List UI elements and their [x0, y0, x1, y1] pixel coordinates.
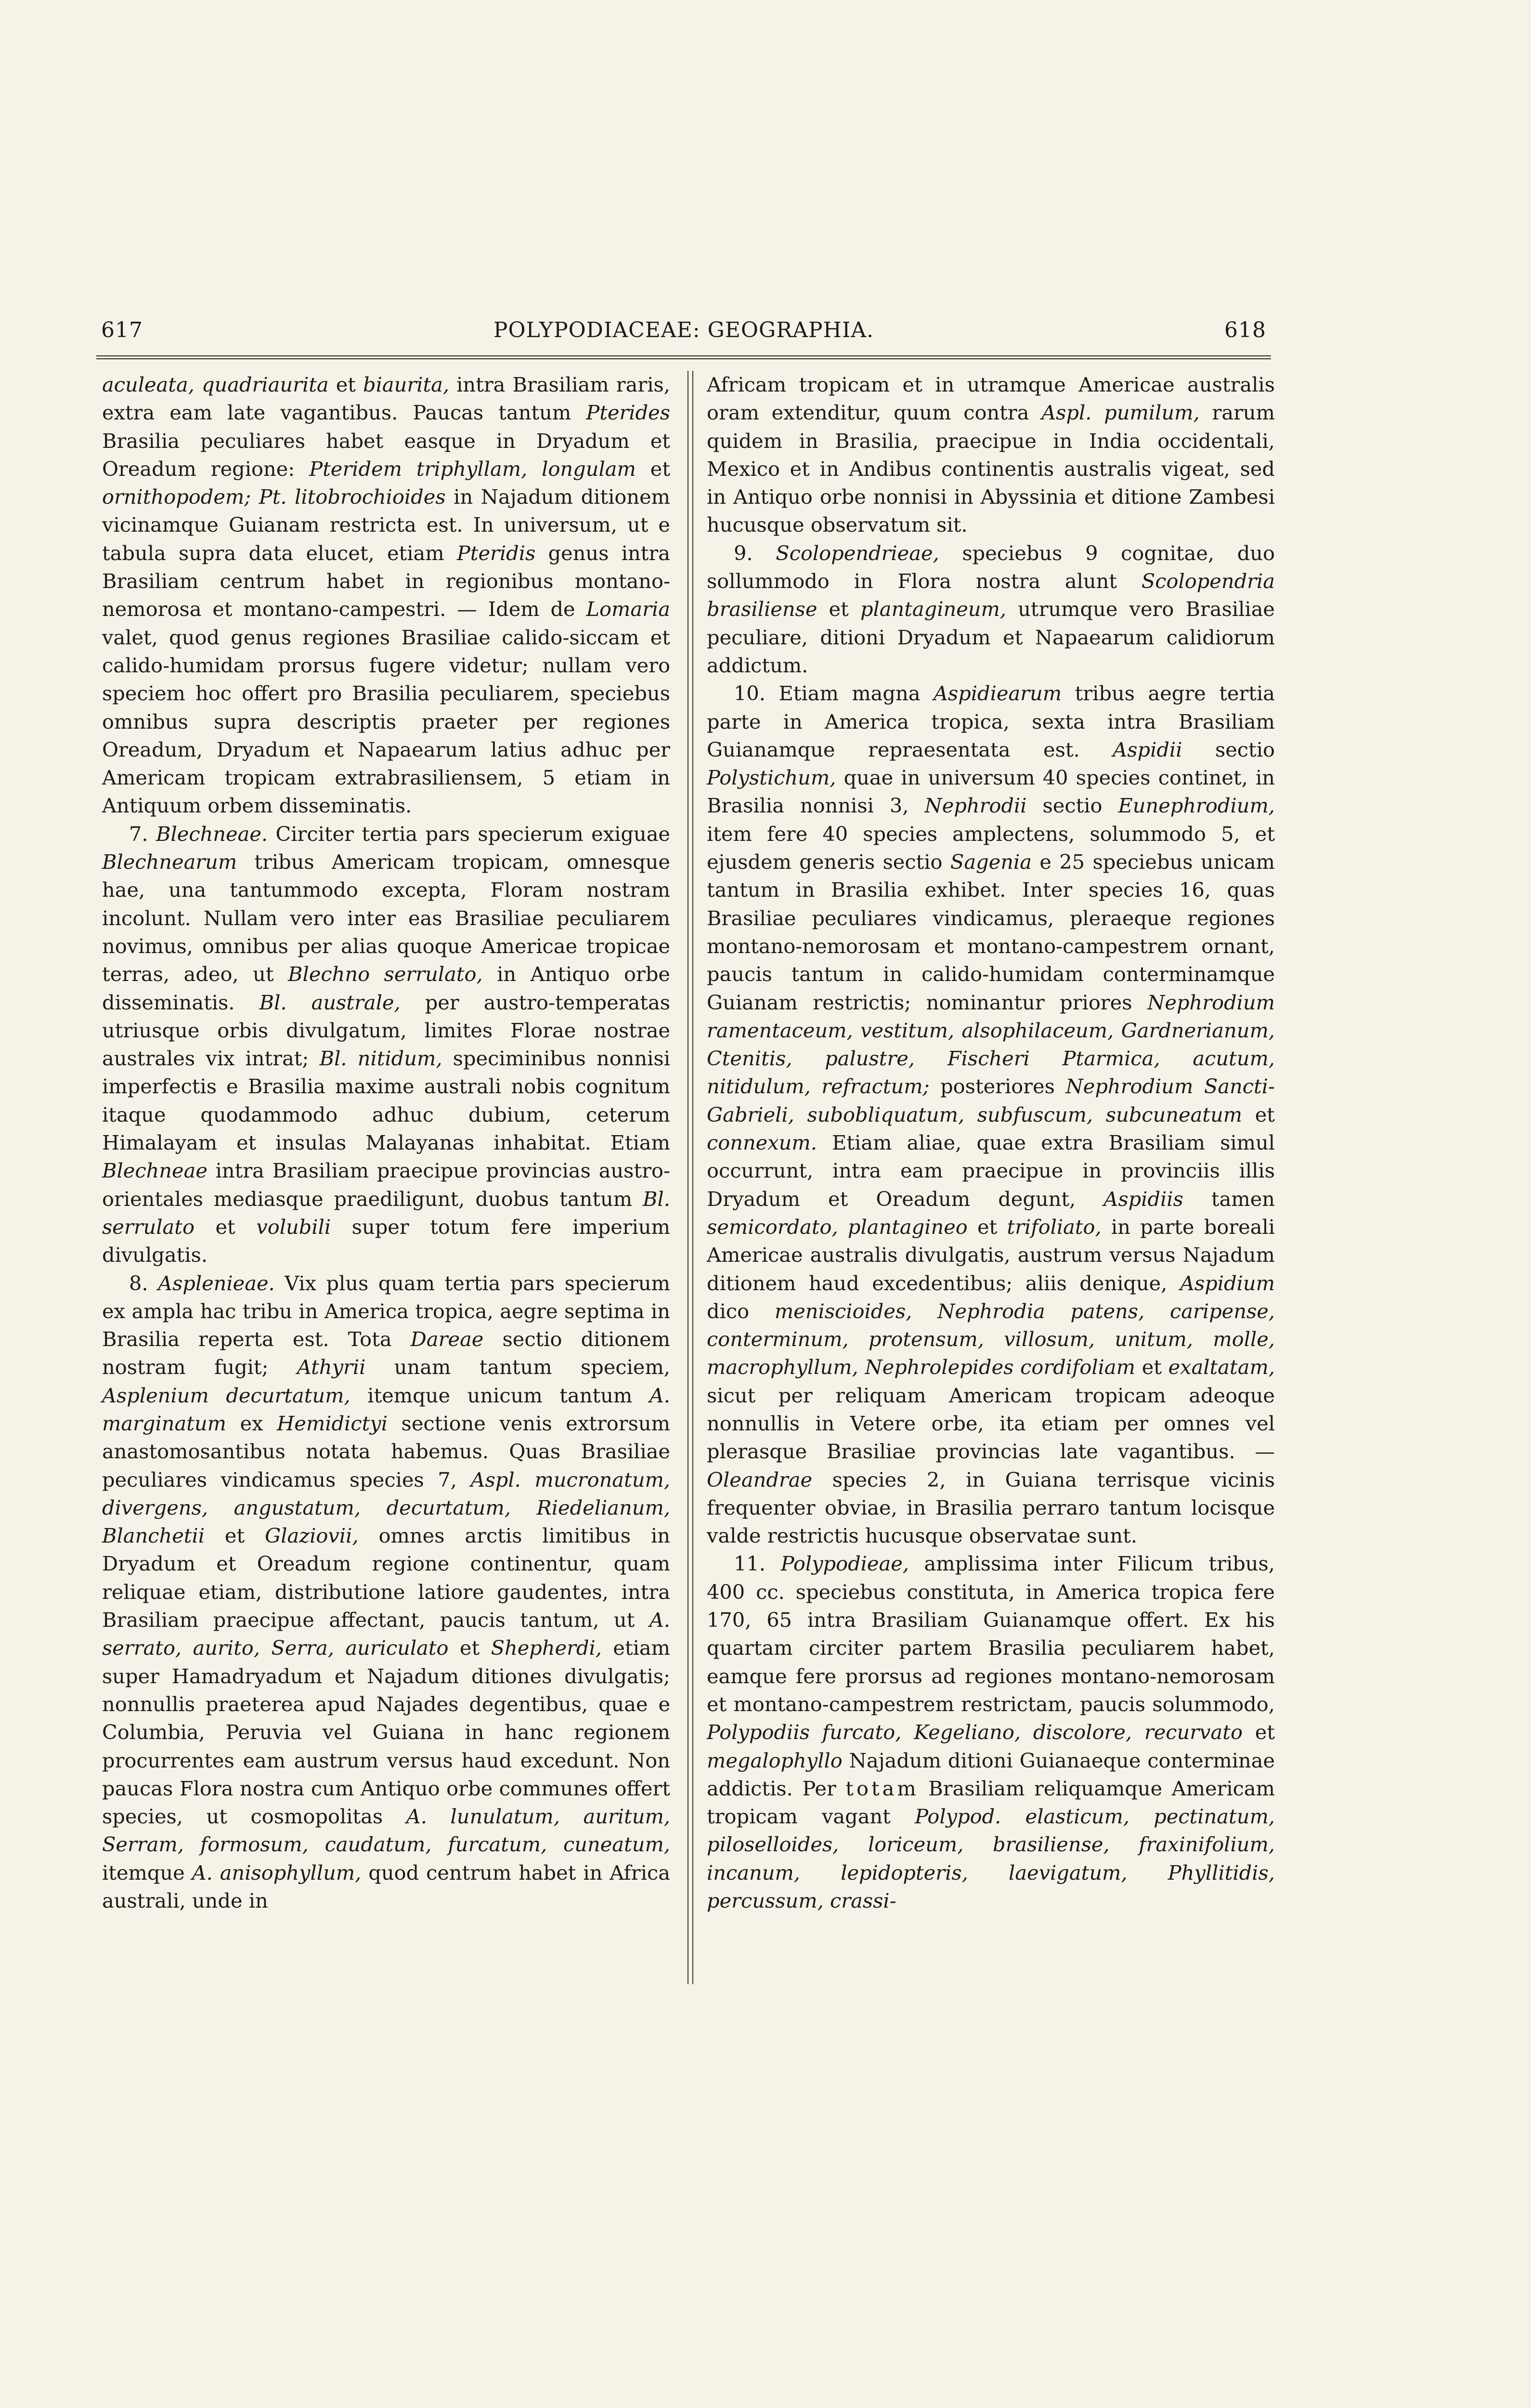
italic-run: Sagenia: [950, 850, 1032, 874]
text-run: et: [328, 373, 363, 396]
text-run: 7.: [129, 822, 156, 846]
text-run: et: [448, 1636, 491, 1660]
text-run: et: [636, 457, 671, 481]
text-run: sectione venis extrorsum anastomosantibus notata habemus. Quas Brasiliae peculiares vindicamus species 7,: [102, 1411, 670, 1492]
column-right: [707, 371, 1275, 1915]
text-run: in Najadum ditionem vicinamque Guianam restricta est. In universum, ut e tabula supra data elucet, etiam: [102, 485, 670, 565]
italic-run: plantagineum,: [860, 597, 1007, 621]
italic-run: Scolopendrieae,: [776, 541, 939, 565]
italic-run: biaurita,: [363, 373, 450, 396]
text-run: species 2, in Guiana terrisque vicinis frequenter obviae, in Brasilia perraro tantum locisque valde restrictis hucusque observatae sunt.: [707, 1467, 1275, 1548]
italic-run: A. marginatum: [102, 1383, 670, 1435]
text-run: et: [194, 1215, 257, 1239]
italic-run: Aspidiis: [1103, 1187, 1183, 1211]
italic-run: Aspidium: [1180, 1271, 1275, 1295]
text-run: Najadum ditioni Guianaeque conterminae addictis. Per: [707, 1748, 1275, 1800]
running-header: [101, 318, 1266, 352]
text-run: in parte boreali Americae australis divulgatis, austrum versus Najadum ditionem haud excedentibus; aliis denique,: [707, 1215, 1275, 1295]
text-run: sectio: [1026, 794, 1118, 818]
italic-run: Blechnearum: [102, 850, 237, 874]
italic-run: Shepherdi,: [491, 1636, 602, 1660]
italic-run: Polypod. elasticum, pectinatum, piloselloides, loriceum, brasiliense, fraxinifolium, incanum, lepidopteris, laevigatum, Phyllitidis, percussum, crassi-: [707, 1805, 1275, 1913]
italic-run: Bl. nitidum,: [319, 1047, 442, 1071]
italic-run: Asplenium decurtatum,: [102, 1383, 350, 1407]
paragraph: [707, 371, 1275, 539]
text-run: speciminibus nonnisi imperfectis e Brasilia maxime australi nobis cognitum itaque quodammodo adhuc dubium, ceterum Himalayam et insulas Malayanas inhabitat. Etiam: [102, 1047, 670, 1155]
italic-run: A. serrato, aurito, Serra, auriculato: [102, 1608, 670, 1660]
text-run: 11.: [734, 1552, 781, 1576]
text-run: totam: [845, 1776, 919, 1800]
italic-run: Polypodieae,: [780, 1552, 909, 1576]
text-run: posteriores: [929, 1074, 1066, 1099]
italic-run: Hemidictyi: [277, 1411, 388, 1435]
text-run: sectio: [1182, 737, 1275, 761]
italic-run: semicordato, plantagineo: [707, 1215, 968, 1239]
italic-run: meniscioides, Nephrodia patens, caripense, conterminum, protensum, villosum, unitum, molle, macrophyllum, Nephrolepides cordifoliam: [707, 1299, 1275, 1379]
italic-run: exaltatam,: [1168, 1355, 1275, 1379]
italic-run: A. anisophyllum,: [192, 1860, 362, 1885]
text-run: et: [817, 597, 860, 621]
text-run: et: [1135, 1355, 1168, 1379]
column-divider: [688, 371, 693, 1984]
text-run: et: [205, 1524, 265, 1548]
italic-run: Glaziovii,: [265, 1524, 359, 1548]
italic-run: Dareae: [410, 1327, 484, 1351]
paragraph-scolopendrieae: [707, 539, 1275, 680]
italic-run: connexum.: [707, 1131, 817, 1155]
text-run: speciebus 9 cognitae, duo sollummodo in Flora nostra alunt: [707, 541, 1275, 593]
text-run: super totum fere imperium divulgatis.: [102, 1215, 671, 1267]
text-run: valet, quod genus regiones Brasiliae calido-siccam et calido-humidam prorsus fugere videtur; nullam vero speciem hoc offert pro Brasilia peculiarem, speciebus omnibus supra descriptis praeter per regiones Oreadum, Dryadum et Napaearum latius adhuc per Americam tropicam extrabrasiliensem, 5 etiam in Antiquum orbem disseminatis.: [102, 625, 670, 818]
text-run: quod centrum habet in Africa australi, unde in: [102, 1860, 670, 1913]
italic-run: Lomaria: [586, 597, 670, 621]
text-run: et: [1242, 1102, 1275, 1126]
running-title: POLYPODIACEAE: GEOGRAPHIA.: [493, 318, 874, 342]
paragraph-polypodieae: [707, 1550, 1275, 1915]
text-run: omnes arctis limitibus in Dryadum et Oreadum regione continentur, quam reliquae etiam, distributione latiore gaudentes, intra Brasiliam praecipue affectant, paucis tantum, ut: [102, 1524, 671, 1632]
italic-run: Blechneae: [102, 1159, 208, 1183]
text-run: Brasilia peculiares habet easque in Dryadum et Oreadum regione:: [102, 429, 670, 481]
italic-run: A. lunulatum, auritum, Serram, formosum, caudatum, furcatum, cuneatum,: [102, 1805, 671, 1857]
text-run: 8.: [129, 1271, 158, 1295]
text-run: et: [1242, 1720, 1275, 1744]
header-rule: [96, 355, 1271, 359]
paragraph-aspidieae: [707, 680, 1275, 1550]
text-run: e 25 speciebus unicam tantum in Brasilia exhibet. Inter species 16, quas Brasiliae peculiares vindicamus, pleraeque regiones montano-nemorosam et montano-campestrem ornant, paucis tantum in calido-humidam conterminamque Guianam restrictis; nominantur priores: [707, 850, 1275, 1014]
italic-run: Polystichum,: [707, 766, 836, 790]
italic-run: Bl. serrulato: [102, 1187, 670, 1239]
italic-run: Asplenieae.: [158, 1271, 275, 1295]
italic-run: Aspidii: [1113, 737, 1182, 761]
text-run: intra Brasiliam praecipue provincias austro-orientales mediasque praediligunt, duobus tantum: [102, 1159, 670, 1211]
italic-run: Polypodiis furcato, Kegeliano, discolore, recurvato: [707, 1720, 1243, 1744]
text-run: tribus Americam tropicam, omnesque hae, una tantummodo excepta, Floram nostram incolunt. Nullam vero inter eas Brasiliae peculiarem novimus, omnibus per alias quoque Americae tropicae terras, adeo, ut: [102, 850, 670, 986]
italic-run: Oleandrae: [707, 1467, 813, 1492]
italic-run: Pteridem triphyllam, longulam: [309, 457, 636, 481]
paragraph-asplenieae: [102, 1269, 670, 1915]
text-run: 10. Etiam magna: [734, 681, 934, 706]
text-run: sicut per reliquam Americam tropicam adeoque nonnullis in Vetere orbe, ita etiam per omnes vel plerasque Brasiliae provincias late vagantibus. —: [707, 1383, 1275, 1464]
text-run: genus intra Brasiliam centrum habet in regionibus montano-nemorosa et montano-campestri. — Idem de: [102, 541, 670, 621]
text-run: sectio ditionem nostram fugit;: [102, 1327, 670, 1379]
italic-run: Pterides: [586, 401, 670, 425]
text-run: item fere 40 species amplectens, solummodo 5, et ejusdem generis sectio: [707, 822, 1275, 874]
text-run: dico: [707, 1299, 775, 1323]
italic-run: Bl. australe,: [259, 990, 401, 1014]
italic-run: Blechno serrulato,: [288, 962, 483, 986]
paragraph-blechneae: [102, 820, 670, 1269]
text-run: Brasiliam reliquamque Americam tropicam vagant: [707, 1776, 1275, 1829]
paragraph: [102, 371, 670, 820]
text-run: amplissima inter Filicum tribus, 400 cc. speciebus constituta, in America tropica fere 170, 65 intra Brasiliam Guianamque offert. Ex his quartam circiter partem Brasilia peculiarem habet, eamque fere prorsus ad regiones montano-nemorosam et montano-campestrem restrictam, paucis solummodo,: [707, 1552, 1275, 1716]
page-number-left: 617: [101, 318, 143, 342]
italic-run: Nephrodium ramentaceum, vestitum, alsophilaceum, Gardnerianum, Ctenitis, palustre, Fischeri Ptarmica, acutum, nitidulum, refractum;: [707, 990, 1275, 1099]
text-run: Etiam aliae, quae extra Brasiliam simul occurrunt, intra eam praecipue in provinciis illis Dryadum et Oreadum degunt,: [707, 1131, 1275, 1211]
text-run: 9.: [734, 541, 776, 565]
italic-run: volubili: [256, 1215, 331, 1239]
text-run: in Antiquo orbe disseminatis.: [102, 962, 670, 1014]
italic-run: Aspidiearum: [933, 681, 1062, 706]
italic-run: Eunephrodium,: [1118, 794, 1275, 818]
text-run: quae in universum 40 species continet, in Brasilia nonnisi 3,: [707, 766, 1275, 818]
text-run: itemque unicum tantum: [350, 1383, 649, 1407]
text-run: Vix plus quam tertia pars specierum ex ampla hac tribu in America tropica, aegre septima in Brasilia reperta est. Tota: [102, 1271, 670, 1351]
text-run: rarum quidem in Brasilia, praecipue in India occidentali, Mexico et in Andibus continentis australis vigeat, sed in Antiquo orbe nonnisi in Abyssinia et ditione Zambesi hucusque observatum sit.: [707, 401, 1275, 537]
text-run: itemque: [102, 1860, 192, 1885]
text-run: tamen: [1183, 1187, 1275, 1211]
italic-run: Athyrii: [297, 1355, 366, 1379]
italic-run: ornithopodem; Pt. litobrochioides: [102, 485, 446, 509]
italic-run: Aspl. mucronatum, divergens, angustatum, decurtatum, Riedelianum, Blanchetii: [102, 1467, 670, 1548]
text-run: intra Brasiliam raris, extra eam late vagantibus. Paucas tantum: [102, 373, 670, 425]
column-left: [102, 371, 670, 1915]
italic-run: Aspl. pumilum,: [1041, 401, 1200, 425]
italic-run: trifoliato,: [1007, 1215, 1102, 1239]
text-run: Circiter tertia pars specierum exiguae: [268, 822, 670, 846]
italic-run: Nephrodium Sancti-Gabrieli, subobliquatum, subfuscum, subcuneatum: [707, 1074, 1275, 1126]
italic-run: megalophyllo: [707, 1748, 843, 1772]
text-run: Africam tropicam et in utramque Americae australis oram extenditur, quum contra: [707, 373, 1275, 425]
italic-run: Blechneae.: [156, 822, 268, 846]
page-number-right: 618: [1224, 318, 1266, 342]
text-run: utrumque vero Brasiliae peculiare, ditioni Dryadum et Napaearum calidiorum addictum.: [707, 597, 1275, 677]
text-run: ex: [226, 1411, 277, 1435]
italic-run: Scolopendria brasiliense: [707, 569, 1275, 621]
italic-run: Nephrodii: [924, 794, 1027, 818]
text-run: etiam super Hamadryadum et Najadum ditiones divulgatis; nonnullis praeterea apud Najades degentibus, quae e Columbia, Peruvia vel Guiana in hanc regionem procurrentes eam austrum versus haud excedunt. Non paucas Flora nostra cum Antiquo orbe communes offert species, ut cosmopolitas: [102, 1636, 671, 1829]
italic-run: aculeata, quadriaurita: [102, 373, 329, 396]
text-run: tribus aegre tertia parte in America tropica, sexta intra Brasiliam Guianamque repraesentata est.: [707, 681, 1275, 761]
text-run: per austro-temperatas utriusque orbis divulgatum, limites Florae nostrae australes vix intrat;: [102, 990, 670, 1071]
text-run: et: [967, 1215, 1007, 1239]
italic-run: Pteridis: [456, 541, 536, 565]
text-run: unam tantum speciem,: [365, 1355, 670, 1379]
